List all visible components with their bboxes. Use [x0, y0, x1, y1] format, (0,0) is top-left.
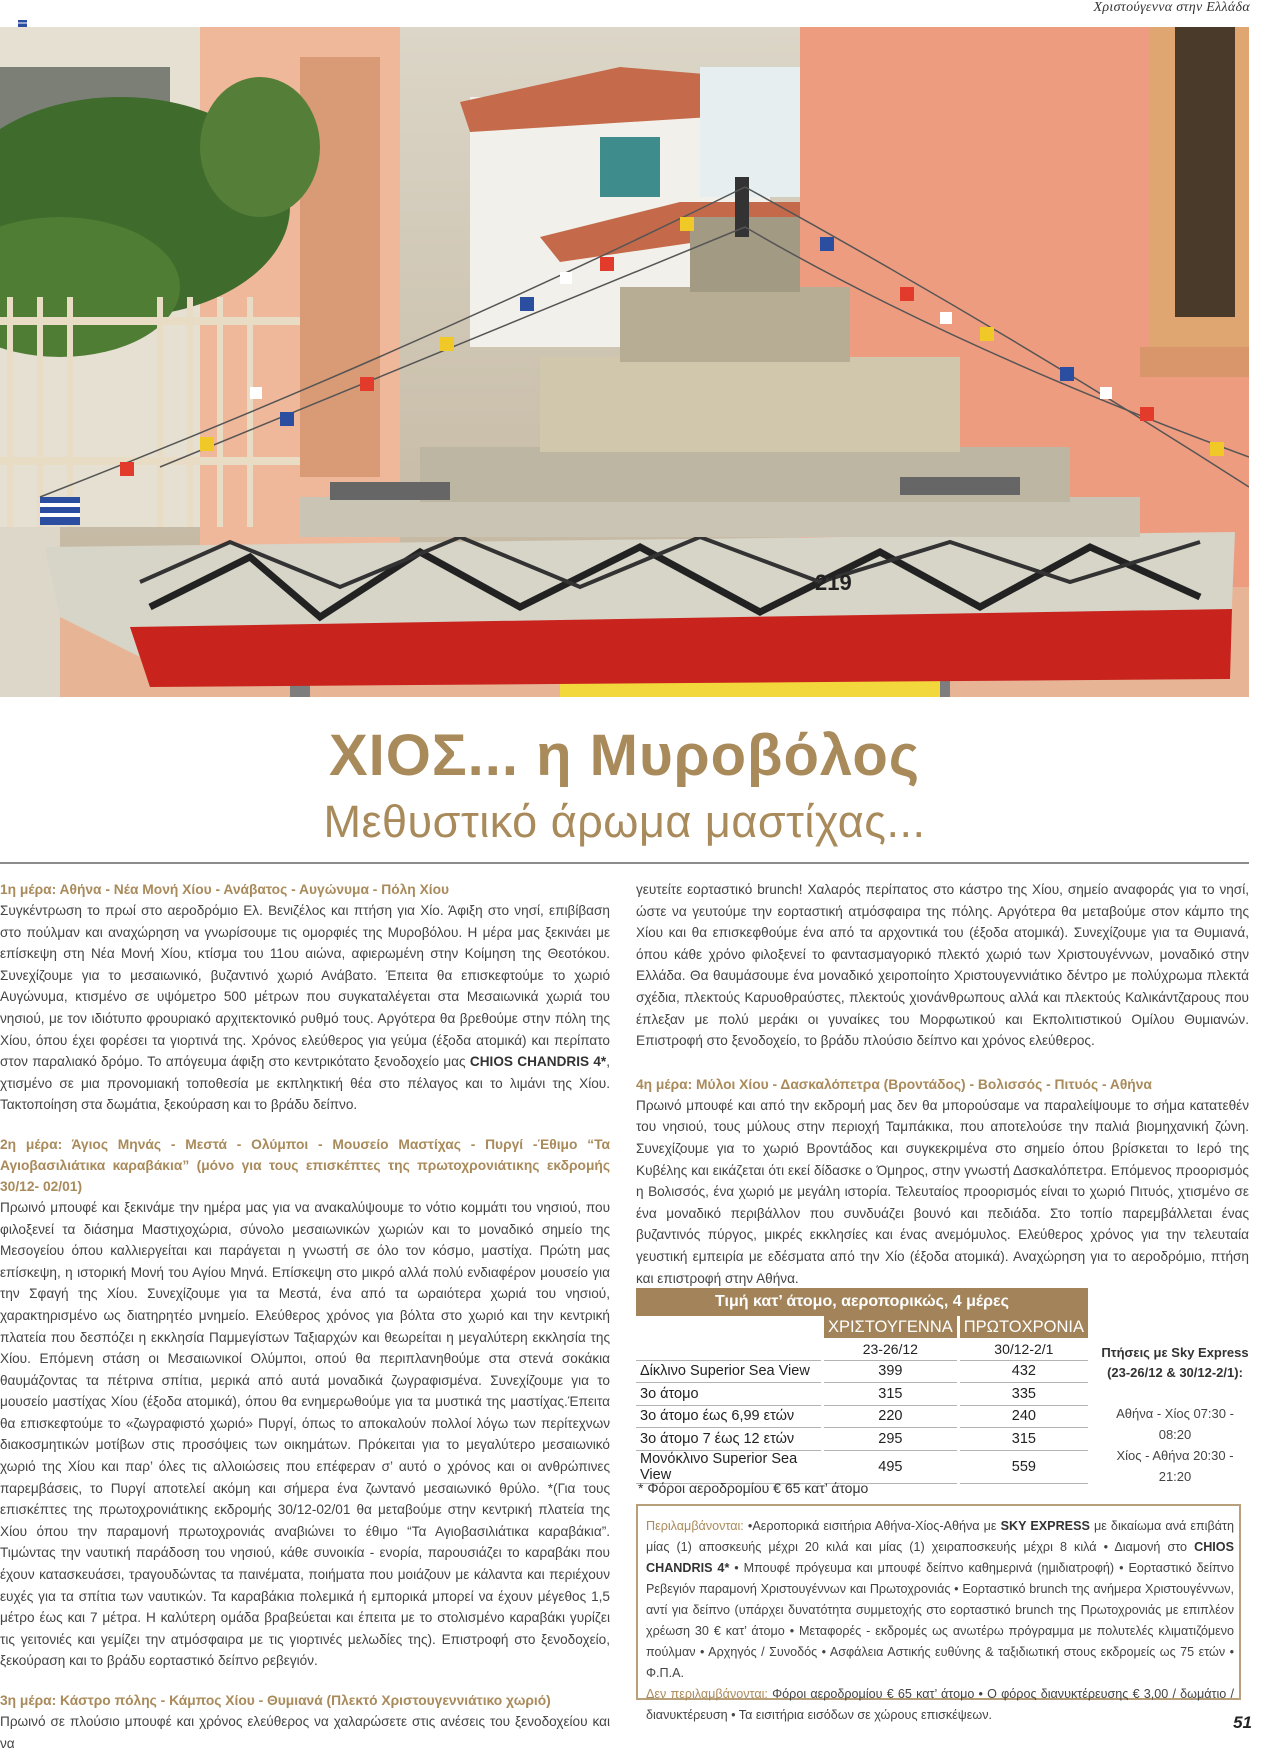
price-newyear: 315 [958, 1428, 1088, 1451]
price-table [636, 1288, 1088, 1484]
day1-hotel-name: CHIOS CHANDRIS 4* [469, 1054, 607, 1070]
row-label: 3ο άτομο [636, 1383, 822, 1406]
title-divider [0, 862, 1249, 864]
price-newyear: 240 [958, 1405, 1088, 1428]
included-hotel-name: CHIOS CHANDRIS 4* [646, 1540, 1234, 1575]
included-text: • Μπουφέ πρόγευμα και μπουφέ δείπνο καθημερινά (ημιδιατροφή) • Εορταστικό δείπνο Ρεβεγιόν παραμονή Χριστουγέννων και Πρωτοχρονιάς • Εορταστικό brunch της ανήμερα Χριστουγέννων, αντί για δείπνο (υπάρχει δυνατότητα συμμετοχής στο εορταστικό brunch της Πρωτοχρονιάς με επιπλέον χρέωση 30 € κατ’ άτομο • Μεταφορές - εκδρομές ως ανωτέρω πρόγραμμα με πολυτελές κλιματιζόμενο πούλμαν • Αρχηγός / Συνοδός • Ασφάλεια Αστικής ευθύνης & ταξιδιωτική στους εκδρομείς ως 75 ετών • Φ.Π.Α. [646, 1561, 1234, 1680]
day1-text-part: , χτισμένο σε μια προνομιακή τοποθεσία με εκπληκτική θέα στο πέλαγος και το λιμάνι της Χίου. Τακτοποίηση στα δωμάτια, ξεκούραση και το βράδυ δείπνο. [0, 1054, 611, 1113]
page-title: ΧΙΟΣ... η Μυροβόλος [328, 723, 921, 788]
day1-text [0, 900, 610, 1116]
day1-heading: 1η μέρα: Αθήνα - Νέα Μονή Χίου - Ανάβατος - Αυγώνυμα - Πόλη Χίου [0, 882, 450, 897]
flights-title: Πτήσεις με Sky Express (23-26/12 & 30/12-2/1): [1101, 1345, 1249, 1380]
included-label: Περιλαμβάνονται: [646, 1519, 744, 1533]
day3-text-start: Πρωινό σε πλούσιο μπουφέ και χρόνος ελεύθερος να χαλαρώσετε στις ανέσεις του ξενοδοχείου και να [0, 1714, 610, 1751]
price-christmas: 220 [822, 1405, 958, 1428]
price-newyear: 335 [958, 1383, 1088, 1406]
row-label: Μονόκλινο Superior Sea View [636, 1450, 822, 1483]
flights-info [1100, 1343, 1250, 1487]
decorated-ship-photo [0, 27, 1249, 697]
flight-outbound: Αθήνα - Χίος 07:30 - 08:20 [1116, 1406, 1234, 1442]
greek-flag-icon [18, 20, 27, 27]
price-table-title: Τιμή κατ’ άτομο, αεροπορικώς, 4 μέρες [636, 1288, 1088, 1316]
airline-name: SKY EXPRESS [1000, 1519, 1090, 1533]
table-row [636, 1450, 1088, 1483]
airport-tax-note: * Φόροι αεροδρομίου € 65 κατ’ άτομο [638, 1480, 869, 1496]
page-header [0, 0, 1280, 26]
col-newyear-dates: 30/12-2/1 [958, 1338, 1088, 1360]
price-newyear: 559 [958, 1450, 1088, 1483]
day4-text: Πρωινό μπουφέ και από την εκδρομή μας δεν θα μπορούσαμε να παραλείψουμε το σήμα κατατεθέν του νησιού, τους μύλους στην περιοχή Ταμπάκικα, που αποτελούσε την παλιά βιομηχανική ζώνη. Συνεχίζουμε για το χωριό Βροντάδος και συγκεκριμένα στο σημείο όπου βρίσκεται το Ιερό της Κυβέλης και εικάζεται ότι εκεί δίδασκε ο Όμηρος, στην γνωστή Δασκαλόπετρα. Επόμενος προορισμός η Βολισσός, ένα χωριό με μεγάλη ιστορία. Τελευταίος προορισμός είναι το χωριό Πιτυός, χτισμένο σε ένα μοναδικό περιβάλλον που συνδυάζει βουνό και πεδιάδα. Στο τοπίο παρεμβάλλεται ένας βυζαντινός πύργος, μικρές εκκλησίες και ένας ανεμόμυλος. Ελεύθερος χρόνος για την τελευταία γευστική εμπειρία με εδέσματα από την Χίο (έξοδα ατομικά). Αναχώρηση για το αεροδρόμιο, πτήση και επιστροφή στην Αθήνα. [636, 1097, 1249, 1286]
section-label: Χριστούγεννα στην Ελλάδα [1093, 0, 1250, 15]
price-christmas: 315 [822, 1383, 958, 1406]
day2-text: Πρωινό μπουφέ και ξεκινάμε την ημέρα μας για να ανακαλύψουμε το νότιο κομμάτι του νησιού, που φιλοξενεί τα διάσημα Μαστιχοχώρια, σύνολο μεσαιωνικών χωριών και το μοναδικό σημείο της Μεσογείου όπου καλλιεργείται και παράγεται η γνωστή σε όλο τον κόσμο, μαστίχα. Πρώτη μας επίσκεψη, η ιστορική Μονή του Αγίου Μηνά. Επίσκεψη στο μικρό αλλά πολύ ενδιαφέρον μουσείο για την Σφαγή της Χίου. Συνεχίζουμε για τα Μεστά, ένα από τα ωραιότερα χωριά του νησιού, χαρακτηρισμένο ως διατηρητέο μνημείο. Ελεύθερος χρόνος για βόλτα στο χωριό και την κεντρική πλατεία που δεσπόζει η εκκλησία Παμμεγίστων Ταξιαρχών και θεωρείται η μεγαλύτερη εκκλησία της Χίου. Επόμενη στάση οι Μεσαιωνικοί Ολύμποι, οπού θα περιπλανηθούμε στα στενά σοκάκια θαυμάζοντας τα πέτρινα σπίτια, μερικά από αυτά μοναδικά ζωγραφισμένα. Συνεχίζουμε για το μουσείο μαστίχας Χίου (έξοδα ατομικά), όπου θα ενημερωθούμε για τα μυστικά της μαστίχας.Έπειτα θα επισκεφτούμε το «ζωγραφιστό χωριό» Πυργί, όπως το αποκαλούν πολλοί λόγω των περίτεχνων διακοσμητικών μοτίβων στις προσόψεις των οικημάτων. Πρόκειται για το μεγαλύτερο μεσαιωνικό χωριό της Χίου και παρ’ όλες τις αλλοιώσεις που επέφεραν σ’ αυτό ο χρόνος και οι ανθρώπινες παρεμβάσεις, το Πυργί αποτελεί ακόμη και σήμερα ένα ζωντανό μεσαιωνικό θρύλο. *(Για τους επισκέπτες της πρωτοχρονιάτικης εκδρομής 30/12-02/01 θα μεταβούμε στην κεντρική πλατεία της Χίου όπου την παραμονή πρωτοχρονιάς αναβιώνει το έθιμο “Τα Αγιοβασιλιάτικα καραβάκια”. Τιμώντας την ναυτική παράδοση του νησιού, κάθε συνοικία - ενορία, παρουσιάζει το καραβάκι που έχουν κατασκευάσει, τραγουδώντας τα παινέματα, ποιήματα που μοιάζουν με κάλαντα και περιέχουν ευχές για τα σπίτια των ναυτικών. Τα καραβάκια πολεμικά ή εμπορικά μπορεί να έχουν μέγεθος 1,5 μέτρο έως και 7 μέτρα. Η καλύτερη ομάδα βραβεύεται και έπειτα με το στολισμένο καραβάκι γυρίζει τις γειτονιές και γεμίζει την ατμόσφαιρα με τις γιορτινές μελωδίες της). Επιστροφή στο ξενοδοχείο, ξεκούραση και το βράδυ εορταστικό δείπνο ρεβεγιόν. [0, 1199, 610, 1669]
day1-text-part: Συγκέντρωση το πρωί στο αεροδρόμιο Ελ. Βενιζέλος και πτήση για Χίο. Άφιξη στο νησί, επιβίβαση στο πούλμαν και αναχώρηση να γνωρίσουμε τις ομορφιές της Μυροβόλου. Η μέρα μας ξεκινάει με επίσκεψη στη Νέα Μονή Χίου, κτίσμα του 11ου αιώνα, αφιερωμένη στην Κοίμηση της Θεοτόκου. Συνεχίζουμε για το μεσαιωνικό, βυζαντινό χωριό Ανάβατο. Έπειτα θα επισκεφτούμε το χωριό Αυγώνυμα, κτισμένο σε υψόμετρο 500 μέτρων που συγκαταλέγεται στα Μεσαιωνικά χωριά του νησιού, με τον ιδιότυπο φρουριακό αρχιτεκτονικό ρυθμό τους. Αργότερα θα βρεθούμε στην πόλη της Χίου, όπου έχει φορέσει τα γιορτινά της. Χρόνος ελεύθερος για γεύμα (έξοδα ατομικά) και περίπατο στον παραλιακό δρόμο. Το απόγευμα άφιξη στο κεντρικότατο ξενοδοχείο μας [0, 903, 610, 1070]
table-row [636, 1360, 1088, 1383]
table-row [636, 1405, 1088, 1428]
row-label: Δίκλινο Superior Sea View [636, 1360, 822, 1383]
col-christmas-dates: 23-26/12 [822, 1338, 958, 1360]
price-christmas: 295 [822, 1428, 958, 1451]
hull-number: 219 [815, 570, 852, 595]
price-christmas: 495 [822, 1450, 958, 1483]
table-row [636, 1383, 1088, 1406]
day2-heading: 2η μέρα: Άγιος Μηνάς - Μεστά - Ολύμποι - Μουσείο Μαστίχας - Πυργί -Έθιμο “Τα Αγιοβασιλιάτικα καραβάκια” (μόνο για τους επισκέπτες της πρωτοχρονιάτικης εκδρομής 30/12- 02/01) [0, 1136, 610, 1194]
day3-text-cont: γευτείτε εορταστικό brunch! Χαλαρός περίπατος στο κάστρο της Χίου, σημείο αναφοράς για το νησί, ώστε να γευτούμε την εορταστική ατμόσφαιρα της πόλης. Αργότερα θα μεταβούμε στον κάμπο της Χίου και θα επισκεφθούμε ένα από τα αρχοντικά του (έξοδα ατομικά). Συνεχίζουμε για τα Θυμιανά, όπου κάθε χρόνο φιλοξενεί το φαντασμαγορικό πλεκτό χωριό των Χριστουγέννων, μοναδικό στην Ελλάδα. Θα θαυμάσουμε ένα μοναδικό χειροποίητο Χριστουγεννιάτικο δέντρο με πολύχρωμα πλεκτά σχέδια, πλεκτούς Καρυοθραύστες, πλεκτούς χιονάνθρωπους αλλά και πλεκτούς Καλικάντζαρους που έπλεξαν με πολύ μεράκι οι γυναίκες του Μορφωτικού και Εκπολιτιστικού Ομίλου Θυμιανών. Επιστροφή στο ξενοδοχείο, το βράδυ πλούσιο δείπνο και χρόνος ελεύθερος. [636, 882, 1249, 1049]
included-text: με δικαίωμα ανά επιβάτη μίας (1) αποσκευής μέχρι 20 κιλά και μίας (1) χειραποσκευής μέχρι 8 κιλά • Διαμονή στο [646, 1519, 1234, 1554]
page-subtitle: Μεθυστικό άρωμα μαστίχας... [323, 796, 926, 847]
col-newyear: ΠΡΩΤΟΧΡΟΝΙΑ [958, 1316, 1088, 1338]
price-christmas: 399 [822, 1360, 958, 1383]
excluded-label: Δεν περιλαμβάνονται: [646, 1687, 768, 1701]
hero-photo [0, 27, 1249, 697]
price-newyear: 432 [958, 1360, 1088, 1383]
included-box [636, 1504, 1241, 1722]
table-row [636, 1428, 1088, 1451]
day3-heading: 3η μέρα: Κάστρο πόλης - Κάμπος Χίου - Θυμιανά (Πλεκτό Χριστουγεννιάτικο χωριό) [0, 1693, 551, 1708]
flight-return: Χίος - Αθήνα 20:30 - 21:20 [1116, 1448, 1234, 1484]
included-text: •Αεροπορικά εισιτήρια Αθήνα-Χίος-Αθήνα με [743, 1519, 1001, 1533]
col-christmas: ΧΡΙΣΤΟΥΓΕΝΝΑ [822, 1316, 958, 1338]
page-number: 51 [1233, 1713, 1252, 1732]
row-label: 3ο άτομο έως 6,99 ετών [636, 1405, 822, 1428]
itinerary-left-column [0, 879, 610, 1754]
day4-heading: 4η μέρα: Μύλοι Χίου - Δασκαλόπετρα (Βροντάδος) - Βολισσός - Πιτυός - Αθήνα [636, 1076, 1152, 1092]
itinerary-right-column [636, 879, 1249, 1289]
row-label: 3ο άτομο 7 έως 12 ετών [636, 1428, 822, 1451]
excluded-text: Φόροι αεροδρομίου € 65 κατ’ άτομο • Ο φόρος διανυκτέρευσης € 3,00 / δωμάτιο / διανυκτέρευση • Τα εισιτήρια εισόδων σε χώρους επισκέψεων. [646, 1687, 1234, 1722]
